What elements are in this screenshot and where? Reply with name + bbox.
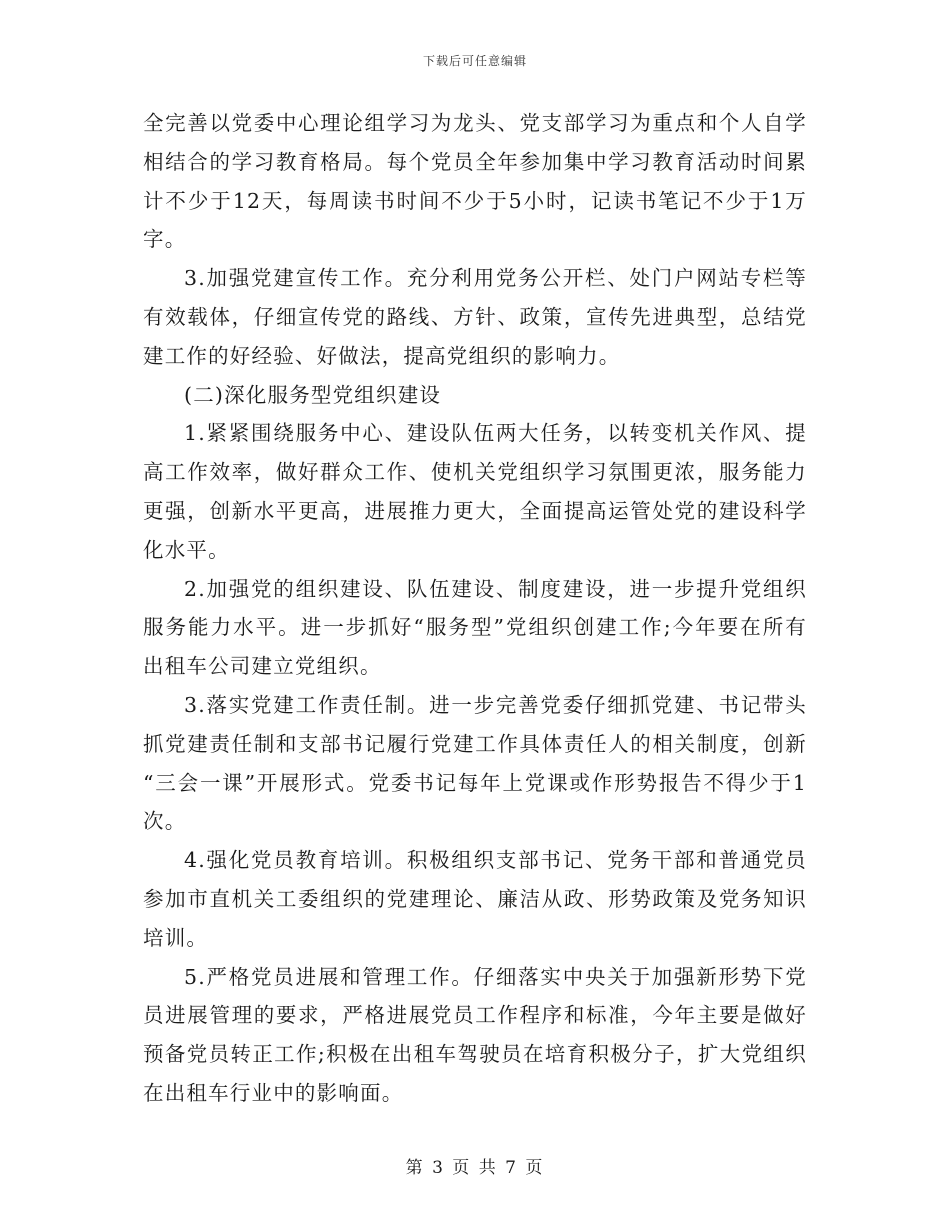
text-line: 4.强化党员教育培训。积极组织支部书记、党务干部和普通党员 bbox=[184, 848, 807, 873]
paragraph bbox=[143, 958, 807, 1113]
page-number: 第 3 页 共 7 页 bbox=[405, 1158, 545, 1178]
section-heading bbox=[143, 376, 807, 415]
text-line: 服务能力水平。进一步抓好“服务型”党组织创建工作;今年要在所有 bbox=[143, 615, 807, 640]
page-header: 下载后可任意编辑 bbox=[422, 54, 527, 68]
document-body bbox=[143, 104, 807, 1113]
text-line: 参加市直机关工委组织的党建理论、廉洁从政、形势政策及党务知识 bbox=[143, 886, 807, 911]
text-line: 更强，创新水平更高，进展推力更大，全面提高运管处党的建设科学 bbox=[143, 498, 807, 523]
text-line: 5.严格党员进展和管理工作。仔细落实中央关于加强新形势下党 bbox=[184, 964, 807, 989]
text-line: 培训。 bbox=[143, 925, 209, 950]
text-line: 全完善以党委中心理论组学习为龙头、党支部学习为重点和个人自学 bbox=[143, 111, 807, 135]
text-line: 高工作效率，做好群众工作、使机关党组织学习氛围更浓，服务能力 bbox=[143, 460, 807, 485]
paragraph bbox=[143, 259, 807, 375]
paragraph bbox=[143, 104, 807, 259]
text-line: 出租车公司建立党组织。 bbox=[143, 654, 382, 679]
text-line: (二)深化服务型党组织建设 bbox=[184, 382, 442, 407]
text-line: 化水平。 bbox=[143, 537, 230, 562]
text-line: 计不少于12天，每周读书时间不少于5小时，记读书笔记不少于1万 bbox=[143, 188, 807, 213]
text-line: 次。 bbox=[143, 809, 187, 834]
text-line: “三会一课”开展形式。党委书记每年上党课或作形势报告不得少于1 bbox=[143, 770, 807, 795]
text-line: 有效载体，仔细宣传党的路线、方针、政策，宣传先进典型，总结党 bbox=[143, 304, 807, 329]
paragraph bbox=[143, 686, 807, 841]
text-line: 字。 bbox=[143, 227, 187, 252]
text-line: 3.落实党建工作责任制。进一步完善党委仔细抓党建、书记带头 bbox=[184, 692, 807, 717]
text-line: 1.紧紧围绕服务中心、建设队伍两大任务，以转变机关作风、提 bbox=[184, 421, 807, 446]
text-line: 抓党建责任制和支部书记履行党建工作具体责任人的相关制度，创新 bbox=[143, 731, 807, 756]
text-line: 3.加强党建宣传工作。充分利用党务公开栏、处门户网站专栏等 bbox=[184, 266, 807, 291]
paragraph bbox=[143, 570, 807, 686]
text-line: 员进展管理的要求，严格进展党员工作程序和标准，今年主要是做好 bbox=[143, 1003, 807, 1028]
text-line: 2.加强党的组织建设、队伍建设、制度建设，进一步提升党组织 bbox=[184, 576, 807, 601]
paragraph bbox=[143, 414, 807, 569]
text-line: 相结合的学习教育格局。每个党员全年参加集中学习教育活动时间累 bbox=[143, 149, 807, 174]
text-line: 预备党员转正工作;积极在出租车驾驶员在培育积极分子，扩大党组织 bbox=[143, 1042, 807, 1067]
text-line: 建工作的好经验、好做法，提高党组织的影响力。 bbox=[143, 343, 621, 368]
text-line: 在出租车行业中的影响面。 bbox=[143, 1080, 404, 1105]
paragraph bbox=[143, 841, 807, 957]
